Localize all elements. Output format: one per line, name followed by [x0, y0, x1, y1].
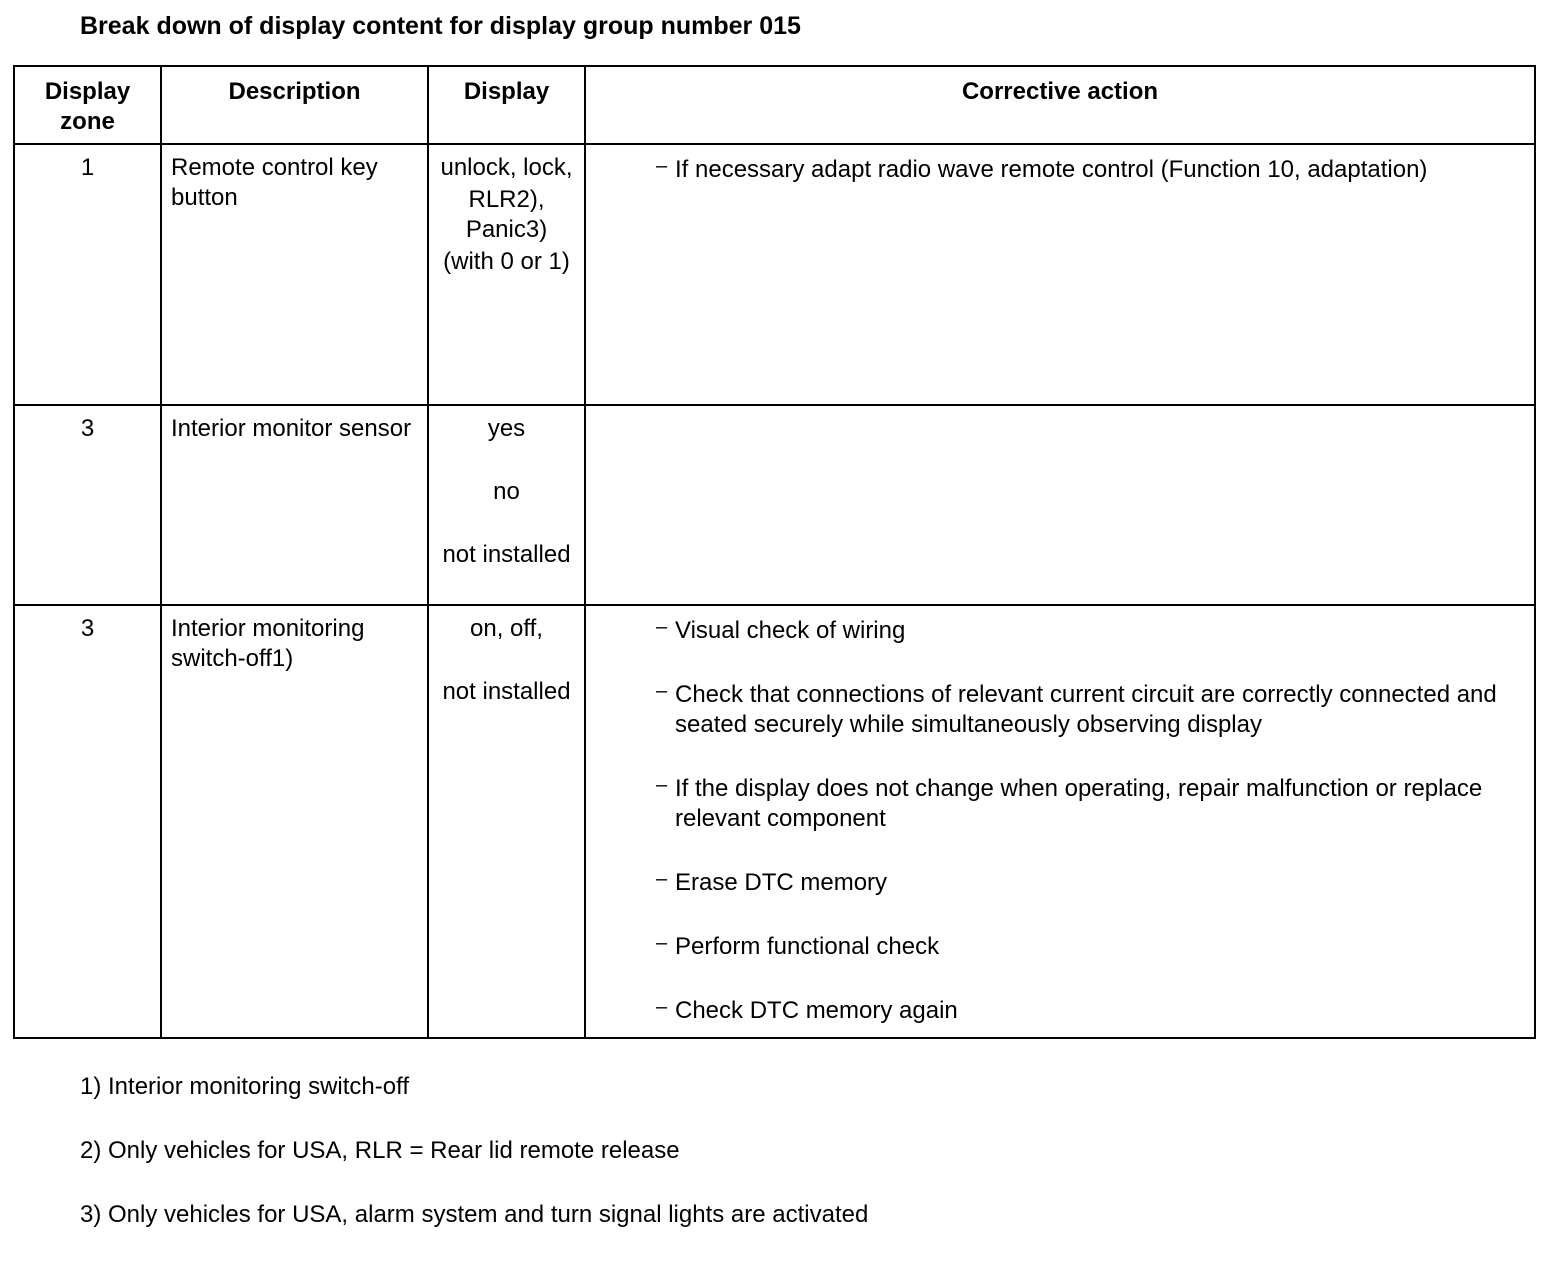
cell-corrective-action: [585, 144, 1535, 405]
display-value: no: [493, 477, 520, 505]
footnote: 3) Only vehicles for USA, alarm system and turn signal lights are activated: [80, 1201, 869, 1228]
action-item: [656, 774, 1514, 834]
header-display: Display: [428, 66, 585, 144]
cell-description: Interior monitor sensor: [161, 405, 428, 605]
display-value: RLR2), Panic3): [465, 186, 548, 243]
cell-corrective-action: [585, 605, 1535, 1038]
action-item: [656, 680, 1514, 740]
cell-zone: 3: [14, 605, 161, 1038]
display-value: (with 0 or 1): [443, 248, 570, 275]
cell-zone: 1: [14, 144, 161, 405]
header-corrective-action: Corrective action: [585, 66, 1535, 144]
dash-bullet-icon: –: [656, 868, 668, 891]
display-value: unlock, lock,: [440, 154, 573, 181]
action-item: [656, 616, 1514, 646]
table-row: [14, 605, 1535, 1038]
action-item: [656, 996, 1514, 1026]
dash-bullet-icon: –: [656, 680, 668, 703]
table-row: [14, 144, 1535, 405]
action-item: [656, 932, 1514, 962]
display-value: not installed: [442, 540, 571, 568]
dash-bullet-icon: –: [656, 774, 668, 797]
action-item: [656, 868, 1514, 898]
action-text: Perform functional check: [675, 933, 940, 961]
dash-bullet-icon: –: [656, 155, 668, 177]
footnote: 2) Only vehicles for USA, RLR = Rear lid remote release: [80, 1137, 680, 1164]
dash-bullet-icon: –: [656, 932, 668, 955]
footnotes: [80, 1072, 868, 1264]
footnote: 1) Interior monitoring switch-off: [80, 1073, 410, 1100]
cell-corrective-action: [585, 405, 1535, 605]
action-text: Erase DTC memory: [675, 869, 888, 897]
cell-display: [428, 405, 585, 605]
action-text: If the display does not change when operating, repair malfunction or replace relevant component: [675, 775, 1483, 833]
cell-zone: 3: [14, 405, 161, 605]
display-value: not installed: [442, 678, 571, 706]
display-value: yes: [487, 414, 526, 442]
header-description: Description: [161, 66, 428, 144]
table-row: [14, 405, 1535, 605]
action-text: Visual check of wiring: [675, 617, 906, 645]
action-text: Check that connections of relevant current circuit are correctly connected and seated securely while simultaneously observing display: [675, 681, 1497, 739]
cell-description: Interior monitoring switch-off1): [161, 605, 428, 1038]
header-display-zone: Display zone: [14, 66, 161, 144]
action-text: Check DTC memory again: [675, 997, 958, 1025]
action-text: If necessary adapt radio wave remote control (Function 10, adaptation): [675, 156, 1428, 183]
cell-display: [428, 144, 585, 405]
cell-description: Remote control key button: [161, 144, 428, 405]
cell-display: [428, 605, 585, 1038]
dash-bullet-icon: –: [656, 616, 668, 639]
action-item: [656, 155, 1514, 185]
page-title: Break down of display content for display group number 015: [80, 12, 801, 40]
table-header-row: [14, 66, 1535, 144]
display-group-table: [13, 65, 1536, 1039]
dash-bullet-icon: –: [656, 996, 668, 1019]
display-value: on, off,: [470, 615, 543, 643]
